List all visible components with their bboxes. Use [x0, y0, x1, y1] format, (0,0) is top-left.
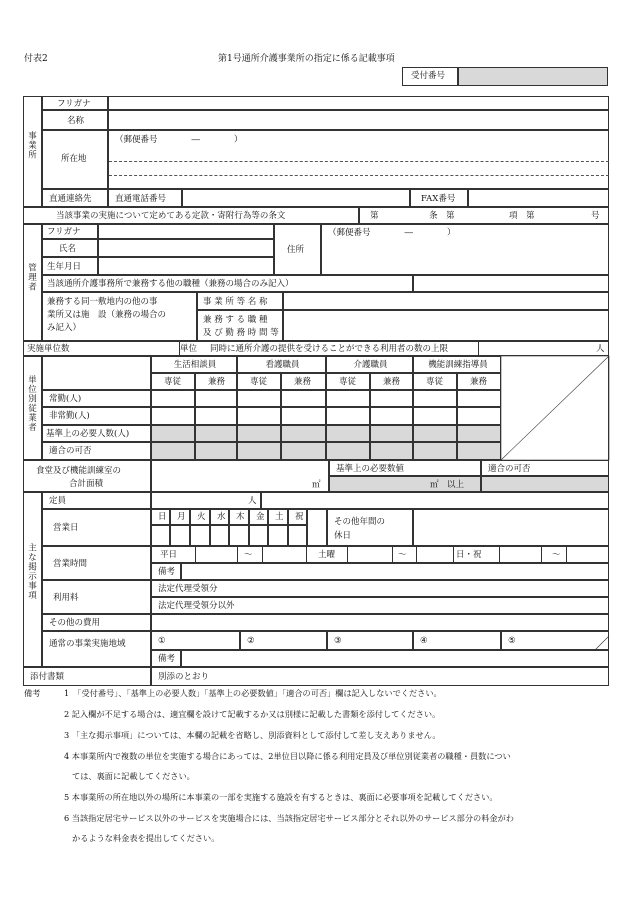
area-remarks-field[interactable]	[181, 650, 609, 667]
area-field[interactable]	[151, 631, 240, 650]
day-checkbox[interactable]	[268, 525, 288, 546]
sunday-tilde: ～	[552, 550, 561, 560]
day-checkbox[interactable]	[210, 525, 229, 546]
office-section-label: 事業所	[26, 131, 37, 160]
weekday-label: 平日	[160, 550, 178, 560]
staff-row-label: 非常勤(人)	[49, 411, 90, 421]
dining-label-1: 食堂及び機能訓練室の	[36, 466, 122, 476]
area-number: ③	[334, 636, 342, 646]
page-title: 第1号通所介護事業所の指定に係る記載事項	[218, 54, 395, 64]
unit-count-label: 実施単位数	[27, 344, 70, 354]
manager-address-label: 住所	[287, 245, 305, 255]
unit-label: 単位	[180, 344, 198, 354]
fee-legal-field[interactable]	[151, 580, 609, 597]
staff-full-label: 専従	[164, 377, 182, 387]
other-cost-field[interactable]	[151, 614, 609, 631]
staff-part-label: 兼務	[294, 377, 312, 387]
article-label: 当該事業の実施について定めてある定款・寄附行為等の条文	[56, 211, 286, 221]
hours-remarks-label: 備考	[158, 567, 176, 577]
day-label: 土	[275, 512, 284, 522]
capacity-row-label: 定員	[49, 496, 67, 506]
day-checkbox[interactable]	[151, 525, 170, 546]
article-gou: 号	[591, 211, 600, 221]
dining-required-label: 基準上の必要数値	[336, 464, 405, 474]
dining-area-field[interactable]	[151, 460, 329, 492]
attachment-docs-value: 別添のとおり	[158, 672, 210, 682]
office-furigana-label: フリガナ	[57, 99, 91, 109]
office-name-label: 名称	[67, 116, 85, 126]
sunday-label: 日・祝	[456, 550, 482, 560]
fee-label: 利用料	[53, 593, 79, 603]
weekday-tilde: ～	[244, 550, 253, 560]
other-cost-label: その他の費用	[49, 618, 101, 628]
office-fax-label: FAX番号	[421, 194, 456, 204]
note-5: 5 本事業所の所在地以外の場所に本事業の一部を実施する施設を有するときは、裏面に必要事項を記載してください。	[64, 792, 498, 802]
attachment-docs-field[interactable]	[151, 667, 609, 686]
receipt-label: 受付番号	[411, 71, 446, 81]
fee-other-field[interactable]	[151, 597, 609, 614]
staff-full-label: 専従	[426, 377, 444, 387]
staff-role-label: 介護職員	[353, 360, 388, 370]
day-label: 金	[256, 512, 265, 522]
other-holiday-1: その他年間の	[334, 517, 386, 527]
other-holiday-2: 休日	[334, 531, 352, 541]
note-1: 1 「受付番号」、「基準上の必要人数」「基準上の必要数値」「適合の可否」欄は記入しないでください。	[64, 688, 442, 698]
job-hours-label-2: 及 び 勤 務 時 間 等	[203, 328, 279, 338]
dining-m2: ㎡	[312, 480, 321, 490]
note-4-cont: ては、裏面に記載してください。	[72, 771, 195, 781]
hours-remarks-field[interactable]	[181, 563, 609, 580]
dining-m2-over: ㎡ 以上	[430, 480, 465, 490]
other-facility-label-1: 兼務する同一敷地内の他の事	[47, 297, 158, 307]
main-section	[23, 492, 42, 667]
day-label: 火	[197, 512, 206, 522]
article-jou: 条 第	[429, 211, 455, 221]
area-field[interactable]	[413, 631, 501, 650]
day-label: 水	[217, 512, 226, 522]
area-number: ①	[158, 636, 166, 646]
fee-other-label: 法定代理受領分以外	[158, 601, 235, 611]
staff-part-label: 兼務	[383, 377, 401, 387]
area-remarks-label: 備考	[158, 654, 176, 664]
staff-role-label: 看護職員	[265, 360, 300, 370]
note-6: 6 当該指定居宅サービス以外のサービスを実施場合には、当該指定居宅サービス部分とそれ以外のサービス部分の料金がわ	[64, 813, 514, 823]
staff-row-label: 適合の可否	[49, 446, 92, 456]
saturday-tilde: ～	[398, 550, 407, 560]
note-3: 3 「主な掲示事項」については、本欄の記載を省略し、別添資料として添付して差し支えありません。	[64, 730, 441, 740]
day-header	[170, 509, 190, 525]
note-2: 2 記入欄が不足する場合は、適宜欄を設けて記載するか又は別様に記載した書類を添付してください。	[64, 709, 441, 719]
day-label: 木	[236, 512, 245, 522]
office-phone-label: 直通電話番号	[115, 194, 167, 204]
capacity-field[interactable]	[151, 492, 261, 509]
main-section-label: 主な掲示事項	[26, 543, 37, 600]
area-field[interactable]	[240, 631, 327, 650]
job-hours-label-1: 兼 務 す る 職 種	[203, 315, 268, 325]
day-header	[190, 509, 210, 525]
manager-section-label: 管理者	[26, 263, 37, 292]
other-facility-label-3: み記入）	[47, 323, 82, 333]
staff-part-label: 兼務	[470, 377, 488, 387]
staff-role-label: 生活相談員	[173, 360, 217, 370]
area-field[interactable]	[327, 631, 413, 650]
capacity-unit: 人	[248, 496, 257, 506]
staff-row-label: 基準上の必要人数(人)	[46, 429, 130, 439]
capacity-person: 人	[596, 344, 605, 354]
office-address-label: 所在地	[61, 154, 87, 164]
concurrent-job-label: 当該通所介護事務所で兼務する他の職種（兼務の場合のみ記入）	[47, 279, 294, 289]
day-label: 祝	[295, 512, 304, 522]
saturday-label: 土曜	[318, 550, 336, 560]
day-checkbox[interactable]	[190, 525, 210, 546]
office-postal: （郵便番号 ― ）	[115, 135, 243, 145]
dining-fit-label: 適合の可否	[488, 464, 531, 474]
manager-birth-label: 生年月日	[47, 262, 82, 272]
business-days-label: 営業日	[53, 523, 79, 533]
staff-part-label: 兼務	[208, 377, 226, 387]
area-number: ④	[420, 636, 428, 646]
staff-section-label: 単位別従業者	[26, 375, 37, 432]
day-spacer	[307, 509, 327, 546]
day-header	[288, 509, 307, 525]
area-number: ⑤	[508, 636, 516, 646]
manager-postal: （郵便番号 ― ）	[328, 228, 456, 238]
attachment-docs-label: 添付書類	[30, 672, 65, 682]
area-number: ②	[247, 636, 255, 646]
other-holiday-field[interactable]	[413, 509, 609, 546]
dining-label-2: 合計面積	[69, 479, 104, 489]
manager-furigana-label: フリガナ	[47, 227, 81, 237]
fee-legal-label: 法定代理受領分	[158, 584, 218, 594]
note-4: 4 本事業所内で複数の単位を実施する場合にあっては、2単位目以降に係る利用定員及び単位別従業者の職種・員数につい	[64, 751, 511, 761]
staff-row-label: 常勤(人)	[49, 394, 82, 404]
day-header	[229, 509, 249, 525]
note-6-cont: かるような料金表を提出してください。	[72, 833, 220, 843]
day-checkbox[interactable]	[170, 525, 190, 546]
staff-full-label: 専従	[339, 377, 357, 387]
day-label: 月	[177, 512, 186, 522]
area-label: 通常の事業実施地域	[49, 639, 126, 649]
staff-full-label: 専従	[250, 377, 268, 387]
day-header	[268, 509, 288, 525]
office-contact-label: 直通連絡先	[49, 194, 92, 204]
article-kou: 項 第	[509, 211, 535, 221]
notes-label: 備考	[24, 688, 41, 698]
capacity-label: 同時に通所介護の提供を受けることができる利用者の数の上限	[210, 344, 449, 354]
attachment-number: 付表2	[24, 54, 48, 64]
day-checkbox[interactable]	[229, 525, 249, 546]
day-header	[249, 509, 268, 525]
article-dai: 第	[370, 211, 379, 221]
area-field[interactable]	[501, 631, 609, 650]
day-checkbox[interactable]	[288, 525, 307, 546]
day-header	[151, 509, 170, 525]
day-label: 日	[158, 512, 167, 522]
day-checkbox[interactable]	[249, 525, 268, 546]
manager-name-label: 氏名	[59, 244, 77, 254]
hours-label: 営業時間	[53, 559, 88, 569]
facility-name-label: 事 業 所 等 名 称	[203, 297, 268, 307]
day-header	[210, 509, 229, 525]
staff-role-label: 機能訓練指導員	[428, 360, 488, 370]
dining-fit-field	[481, 476, 609, 492]
other-facility-label-2: 業所又は施 設（兼務の場合の	[47, 310, 167, 320]
